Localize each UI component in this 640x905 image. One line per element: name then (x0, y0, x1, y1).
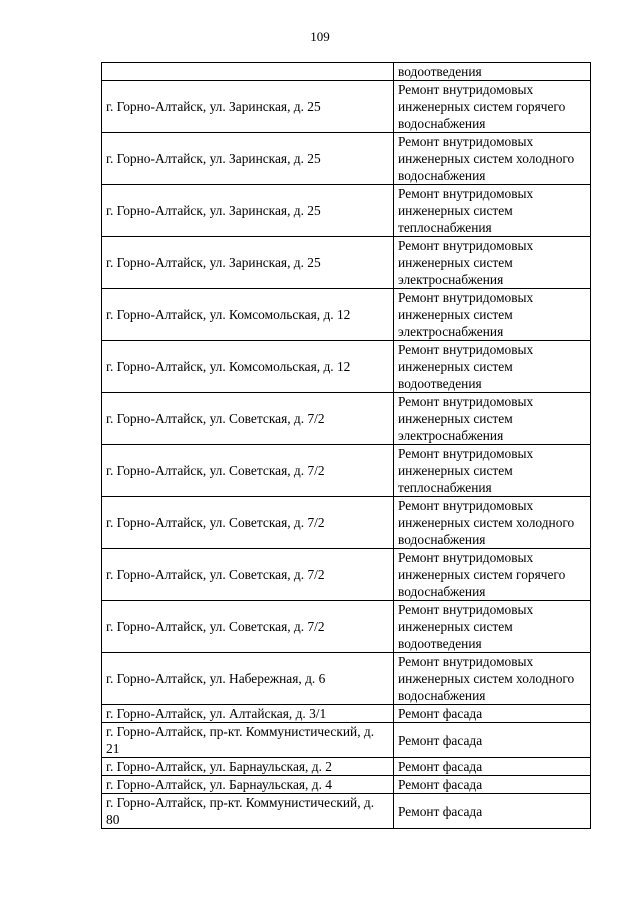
table-row (102, 705, 591, 723)
table-row (102, 549, 591, 601)
table-row (102, 133, 591, 185)
address-cell: г. Горно-Алтайск, ул. Барнаульская, д. 4 (102, 776, 394, 794)
work-type-cell: Ремонт внутридомовых инженерных систем водоотведения (394, 341, 591, 393)
work-type-cell: Ремонт внутридомовых инженерных систем электроснабжения (394, 289, 591, 341)
table-row (102, 63, 591, 81)
table-row (102, 776, 591, 794)
address-cell: г. Горно-Алтайск, ул. Советская, д. 7/2 (102, 445, 394, 497)
address-cell (102, 63, 394, 81)
repair-works-table (101, 62, 591, 829)
address-cell: г. Горно-Алтайск, пр-кт. Коммунистический, д. 80 (102, 794, 394, 829)
table-row (102, 758, 591, 776)
work-type-cell: Ремонт фасада (394, 723, 591, 758)
work-type-cell: Ремонт внутридомовых инженерных систем горячего водоснабжения (394, 549, 591, 601)
page-number: 109 (310, 29, 330, 44)
address-cell: г. Горно-Алтайск, ул. Барнаульская, д. 2 (102, 758, 394, 776)
table-row (102, 185, 591, 237)
work-type-cell: водоотведения (394, 63, 591, 81)
work-type-cell: Ремонт внутридомовых инженерных систем электроснабжения (394, 237, 591, 289)
work-type-cell: Ремонт внутридомовых инженерных систем холодного водоснабжения (394, 653, 591, 705)
table-row (102, 289, 591, 341)
address-cell: г. Горно-Алтайск, ул. Заринская, д. 25 (102, 237, 394, 289)
address-cell: г. Горно-Алтайск, ул. Заринская, д. 25 (102, 185, 394, 237)
table-row (102, 723, 591, 758)
work-type-cell: Ремонт внутридомовых инженерных систем теплоснабжения (394, 445, 591, 497)
table-body (102, 63, 591, 829)
table-row (102, 497, 591, 549)
work-type-cell: Ремонт внутридомовых инженерных систем холодного водоснабжения (394, 133, 591, 185)
address-cell: г. Горно-Алтайск, ул. Заринская, д. 25 (102, 133, 394, 185)
address-cell: г. Горно-Алтайск, пр-кт. Коммунистический, д. 21 (102, 723, 394, 758)
address-cell: г. Горно-Алтайск, ул. Набережная, д. 6 (102, 653, 394, 705)
work-type-cell: Ремонт фасада (394, 758, 591, 776)
table-row (102, 445, 591, 497)
work-type-cell: Ремонт фасада (394, 794, 591, 829)
work-type-cell: Ремонт внутридомовых инженерных систем горячего водоснабжения (394, 81, 591, 133)
table-row (102, 601, 591, 653)
address-cell: г. Горно-Алтайск, ул. Комсомольская, д. 12 (102, 289, 394, 341)
work-type-cell: Ремонт фасада (394, 776, 591, 794)
address-cell: г. Горно-Алтайск, ул. Советская, д. 7/2 (102, 549, 394, 601)
work-type-cell: Ремонт внутридомовых инженерных систем электроснабжения (394, 393, 591, 445)
work-type-cell: Ремонт фасада (394, 705, 591, 723)
address-cell: г. Горно-Алтайск, ул. Комсомольская, д. 12 (102, 341, 394, 393)
address-cell: г. Горно-Алтайск, ул. Советская, д. 7/2 (102, 601, 394, 653)
address-cell: г. Горно-Алтайск, ул. Алтайская, д. 3/1 (102, 705, 394, 723)
work-type-cell: Ремонт внутридомовых инженерных систем водоотведения (394, 601, 591, 653)
address-cell: г. Горно-Алтайск, ул. Советская, д. 7/2 (102, 393, 394, 445)
address-cell: г. Горно-Алтайск, ул. Советская, д. 7/2 (102, 497, 394, 549)
table-row (102, 393, 591, 445)
table-row (102, 341, 591, 393)
address-cell: г. Горно-Алтайск, ул. Заринская, д. 25 (102, 81, 394, 133)
table-row (102, 794, 591, 829)
table-row (102, 653, 591, 705)
work-type-cell: Ремонт внутридомовых инженерных систем холодного водоснабжения (394, 497, 591, 549)
work-type-cell: Ремонт внутридомовых инженерных систем теплоснабжения (394, 185, 591, 237)
table-row (102, 81, 591, 133)
table-row (102, 237, 591, 289)
